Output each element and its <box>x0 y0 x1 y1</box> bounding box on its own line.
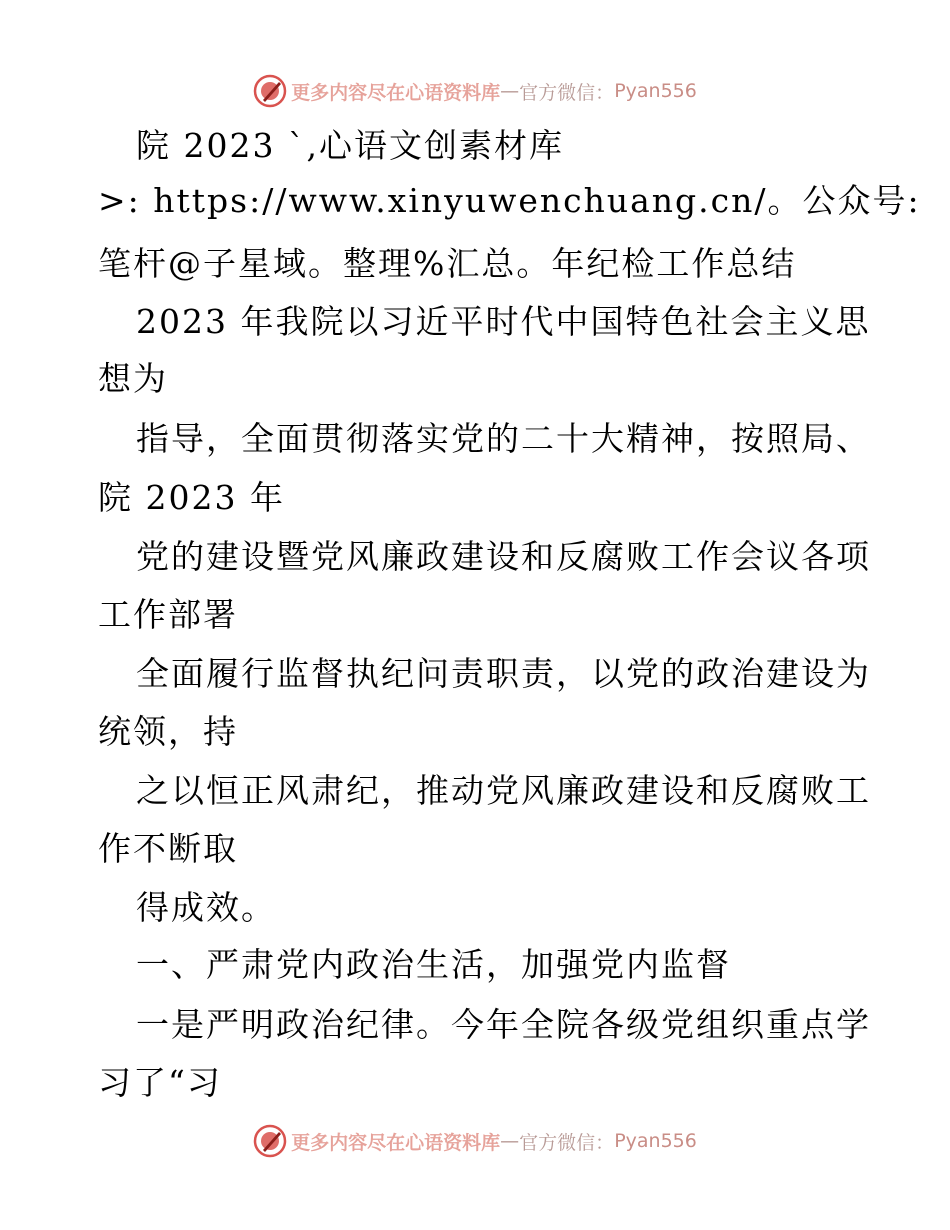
watermark-separator: — <box>500 1130 520 1152</box>
text-line: 2023 年我院以习近平时代中国特色社会主义思 <box>136 302 871 341</box>
text-line: 指导，全面贯彻落实党的二十大精神，按照局、 <box>136 419 871 458</box>
text-line: 院 2023 `,心语文创素材库 <box>136 126 564 165</box>
text-line: 习了“习 <box>98 1063 222 1102</box>
watermark-sub-text: 官方微信： <box>519 1131 615 1154</box>
watermark-account: Pyan556 <box>614 80 697 102</box>
text-line: 统领，持 <box>98 712 238 751</box>
text-line: 全面履行监督执纪问责职责，以党的政治建设为 <box>136 654 871 693</box>
section-heading: 一、严肃党内政治生活，加强党内监督 <box>136 945 731 984</box>
pen-logo-icon <box>253 74 287 108</box>
text-line: 一是严明政治纪律。今年全院各级党组织重点学 <box>136 1005 871 1044</box>
watermark-main-text: 更多内容尽在心语资料库 <box>291 1131 501 1154</box>
text-line: 得成效。 <box>136 888 276 927</box>
footer-watermark <box>0 1124 950 1158</box>
text-line: 想为 <box>98 359 168 398</box>
text-line: 工作部署 <box>98 595 238 634</box>
watermark-account: Pyan556 <box>614 1130 697 1152</box>
text-line: 院 2023 年 <box>98 478 285 517</box>
pen-logo-icon <box>253 1124 287 1158</box>
header-watermark <box>0 74 950 108</box>
text-line: >: https://www.xinyuwenchuang.cn/。公众号: <box>98 181 921 220</box>
text-line: 作不断取 <box>98 829 238 868</box>
watermark-main-text: 更多内容尽在心语资料库 <box>291 81 501 104</box>
watermark-separator: — <box>500 80 520 102</box>
text-line: 党的建设暨党风廉政建设和反腐败工作会议各项 <box>136 537 871 576</box>
text-line: 笔杆@子星域。整理%汇总。年纪检工作总结 <box>98 244 797 283</box>
text-line: 之以恒正风肃纪，推动党风廉政建设和反腐败工 <box>136 771 871 810</box>
watermark-sub-text: 官方微信： <box>519 81 615 104</box>
